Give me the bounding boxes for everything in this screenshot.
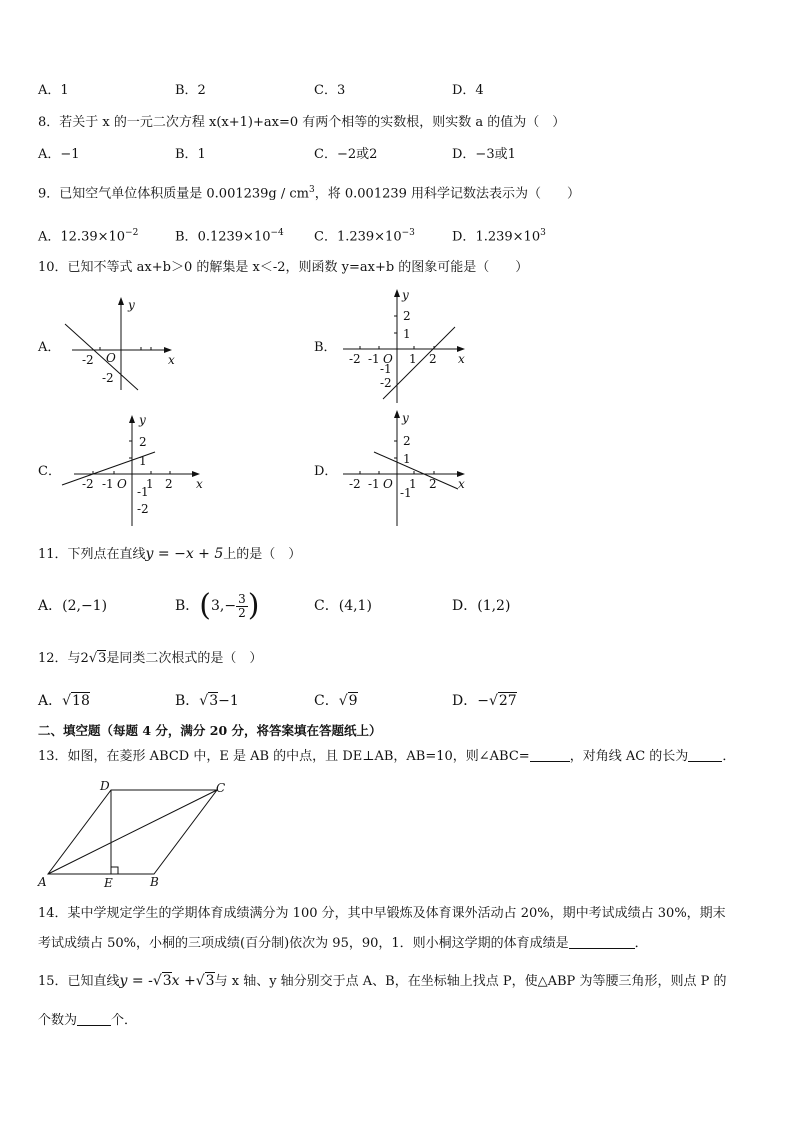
svg-text:D: D — [100, 779, 110, 793]
svg-text:C: C — [216, 781, 226, 795]
q9-option-a: A．$12.39\times 10^{-2}$ — [38, 228, 139, 245]
q10-graph-d — [338, 405, 478, 530]
svg-text:-1: -1 — [137, 485, 149, 499]
svg-text:y: y — [128, 298, 135, 312]
svg-text:B: B — [150, 875, 159, 889]
q15-line-2: 个数为 个． — [38, 1013, 138, 1028]
q9-option-c: C．$1.239\times 10^{-3}$ — [314, 228, 415, 245]
q12-option-c: C．√9 — [314, 693, 358, 709]
svg-text:2: 2 — [165, 477, 173, 491]
svg-text:y: y — [402, 411, 409, 425]
svg-text:1: 1 — [146, 477, 154, 491]
svg-text:x: x — [458, 477, 465, 491]
q8-option-d: D．−3或1 — [452, 147, 516, 162]
q10-stem: 10．已知不等式 ax+b＞0 的解集是 x＜-2，则函数 y=ax+b 的图象可能是（ ） — [38, 260, 529, 275]
q7-option-d: D．4 — [452, 83, 484, 98]
q15-line-1: 15．已知直线y = -√3x +√3与 x 轴、y 轴分别交于点 A、B，在坐标轴上找点 P，使△ABP 为等腰三角形，则点 P 的 — [38, 973, 727, 989]
svg-text:-2: -2 — [380, 376, 392, 390]
q8-option-b: B．1 — [175, 147, 206, 162]
q11-option-d: D．(1,2) — [452, 598, 511, 614]
q10-label-b: B． — [314, 340, 337, 355]
q12-stem: 12．与2√3是同类二次根式的是（ ） — [38, 651, 263, 666]
svg-text:2: 2 — [429, 477, 437, 491]
q11-option-b: B．(3,− $\frac{3}{2}$ ) — [175, 588, 260, 623]
svg-text:2: 2 — [403, 309, 411, 323]
q8-stem: 8．若关于 x 的一元二次方程 x(x+1)+ax=0 有两个相等的实数根，则实数 a 的值为（ ） — [38, 115, 566, 130]
svg-text:O: O — [383, 477, 393, 491]
svg-text:1: 1 — [409, 352, 417, 366]
svg-text:-2: -2 — [349, 352, 361, 366]
q13-stem: 13．如图，在菱形 ABCD 中，E 是 AB 的中点，且 DE⊥AB，AB=10，则∠ABC= ，对角线 AC 的长为 ． — [38, 749, 736, 764]
section-2-heading: 二、填空题（每题 4 分，满分 20 分，将答案填在答题纸上） — [38, 723, 382, 738]
svg-text:-1: -1 — [380, 362, 392, 376]
q12-option-d: D．−√27 — [452, 693, 517, 709]
q10-graph-a — [60, 292, 180, 392]
q7-option-c: C．3 — [314, 83, 346, 98]
svg-text:-1: -1 — [102, 477, 114, 491]
q10-graph-b — [338, 285, 473, 405]
svg-text:-1: -1 — [368, 477, 380, 491]
svg-text:x: x — [168, 353, 175, 367]
svg-text:E: E — [104, 876, 113, 890]
q12-option-b: B．√3−1 — [175, 693, 239, 709]
svg-text:2: 2 — [429, 352, 437, 366]
q11-stem: 11．下列点在直线y = −x + 5上的是（ ） — [38, 546, 302, 562]
q9-option-b: B．$0.1239\times 10^{-4}$ — [175, 228, 284, 245]
svg-text:-2: -2 — [349, 477, 361, 491]
q11-option-a: A．(2,−1) — [38, 598, 108, 614]
svg-text:-2: -2 — [102, 371, 114, 385]
q14-line-2: 考试成绩占 50%，小桐的三项成绩(百分制)依次为 95，90，1．则小桐这学期的体育成绩是 ． — [38, 936, 648, 951]
svg-text:1: 1 — [139, 454, 147, 468]
q8-option-a: A．−1 — [38, 147, 80, 162]
q9-option-d: D．$1.239\times 10^3$ — [452, 228, 546, 245]
q10-label-c: C． — [38, 464, 61, 479]
svg-text:-2: -2 — [82, 477, 94, 491]
svg-text:1: 1 — [403, 452, 411, 466]
q13-rhombus-figure — [36, 778, 236, 893]
q7-option-b: B．2 — [175, 83, 206, 98]
q12-option-a: A．√18 — [38, 693, 90, 709]
svg-text:2: 2 — [139, 435, 147, 449]
q7-option-a: A．1 — [38, 83, 69, 98]
q10-label-a: A． — [38, 340, 61, 355]
svg-text:A: A — [38, 875, 47, 889]
svg-text:1: 1 — [403, 327, 411, 341]
q10-label-d: D． — [314, 464, 338, 479]
svg-text:-1: -1 — [400, 486, 412, 500]
q10-graph-c — [60, 410, 210, 530]
svg-text:2: 2 — [403, 434, 411, 448]
svg-text:O: O — [117, 477, 127, 491]
svg-text:y: y — [402, 288, 409, 302]
q14-line-1: 14．某中学规定学生的学期体育成绩满分为 100 分，其中早锻炼及体育课外活动占 20%，期中考试成绩占 30%，期末 — [38, 906, 726, 921]
svg-text:x: x — [458, 352, 465, 366]
svg-text:x: x — [196, 477, 203, 491]
svg-text:-2: -2 — [82, 353, 94, 367]
svg-text:-2: -2 — [137, 502, 149, 516]
svg-text:O: O — [106, 351, 116, 365]
q11-option-c: C．(4,1) — [314, 598, 372, 614]
svg-text:O: O — [383, 352, 393, 366]
svg-text:1: 1 — [409, 477, 417, 491]
q9-stem: 9．已知空气单位体积质量是 $0.001239g / cm^3$，将 0.001239 用科学记数法表示为（ ） — [38, 185, 581, 202]
q8-option-c: C．−2或2 — [314, 147, 378, 162]
svg-text:y: y — [139, 413, 146, 427]
svg-text:-1: -1 — [368, 352, 380, 366]
